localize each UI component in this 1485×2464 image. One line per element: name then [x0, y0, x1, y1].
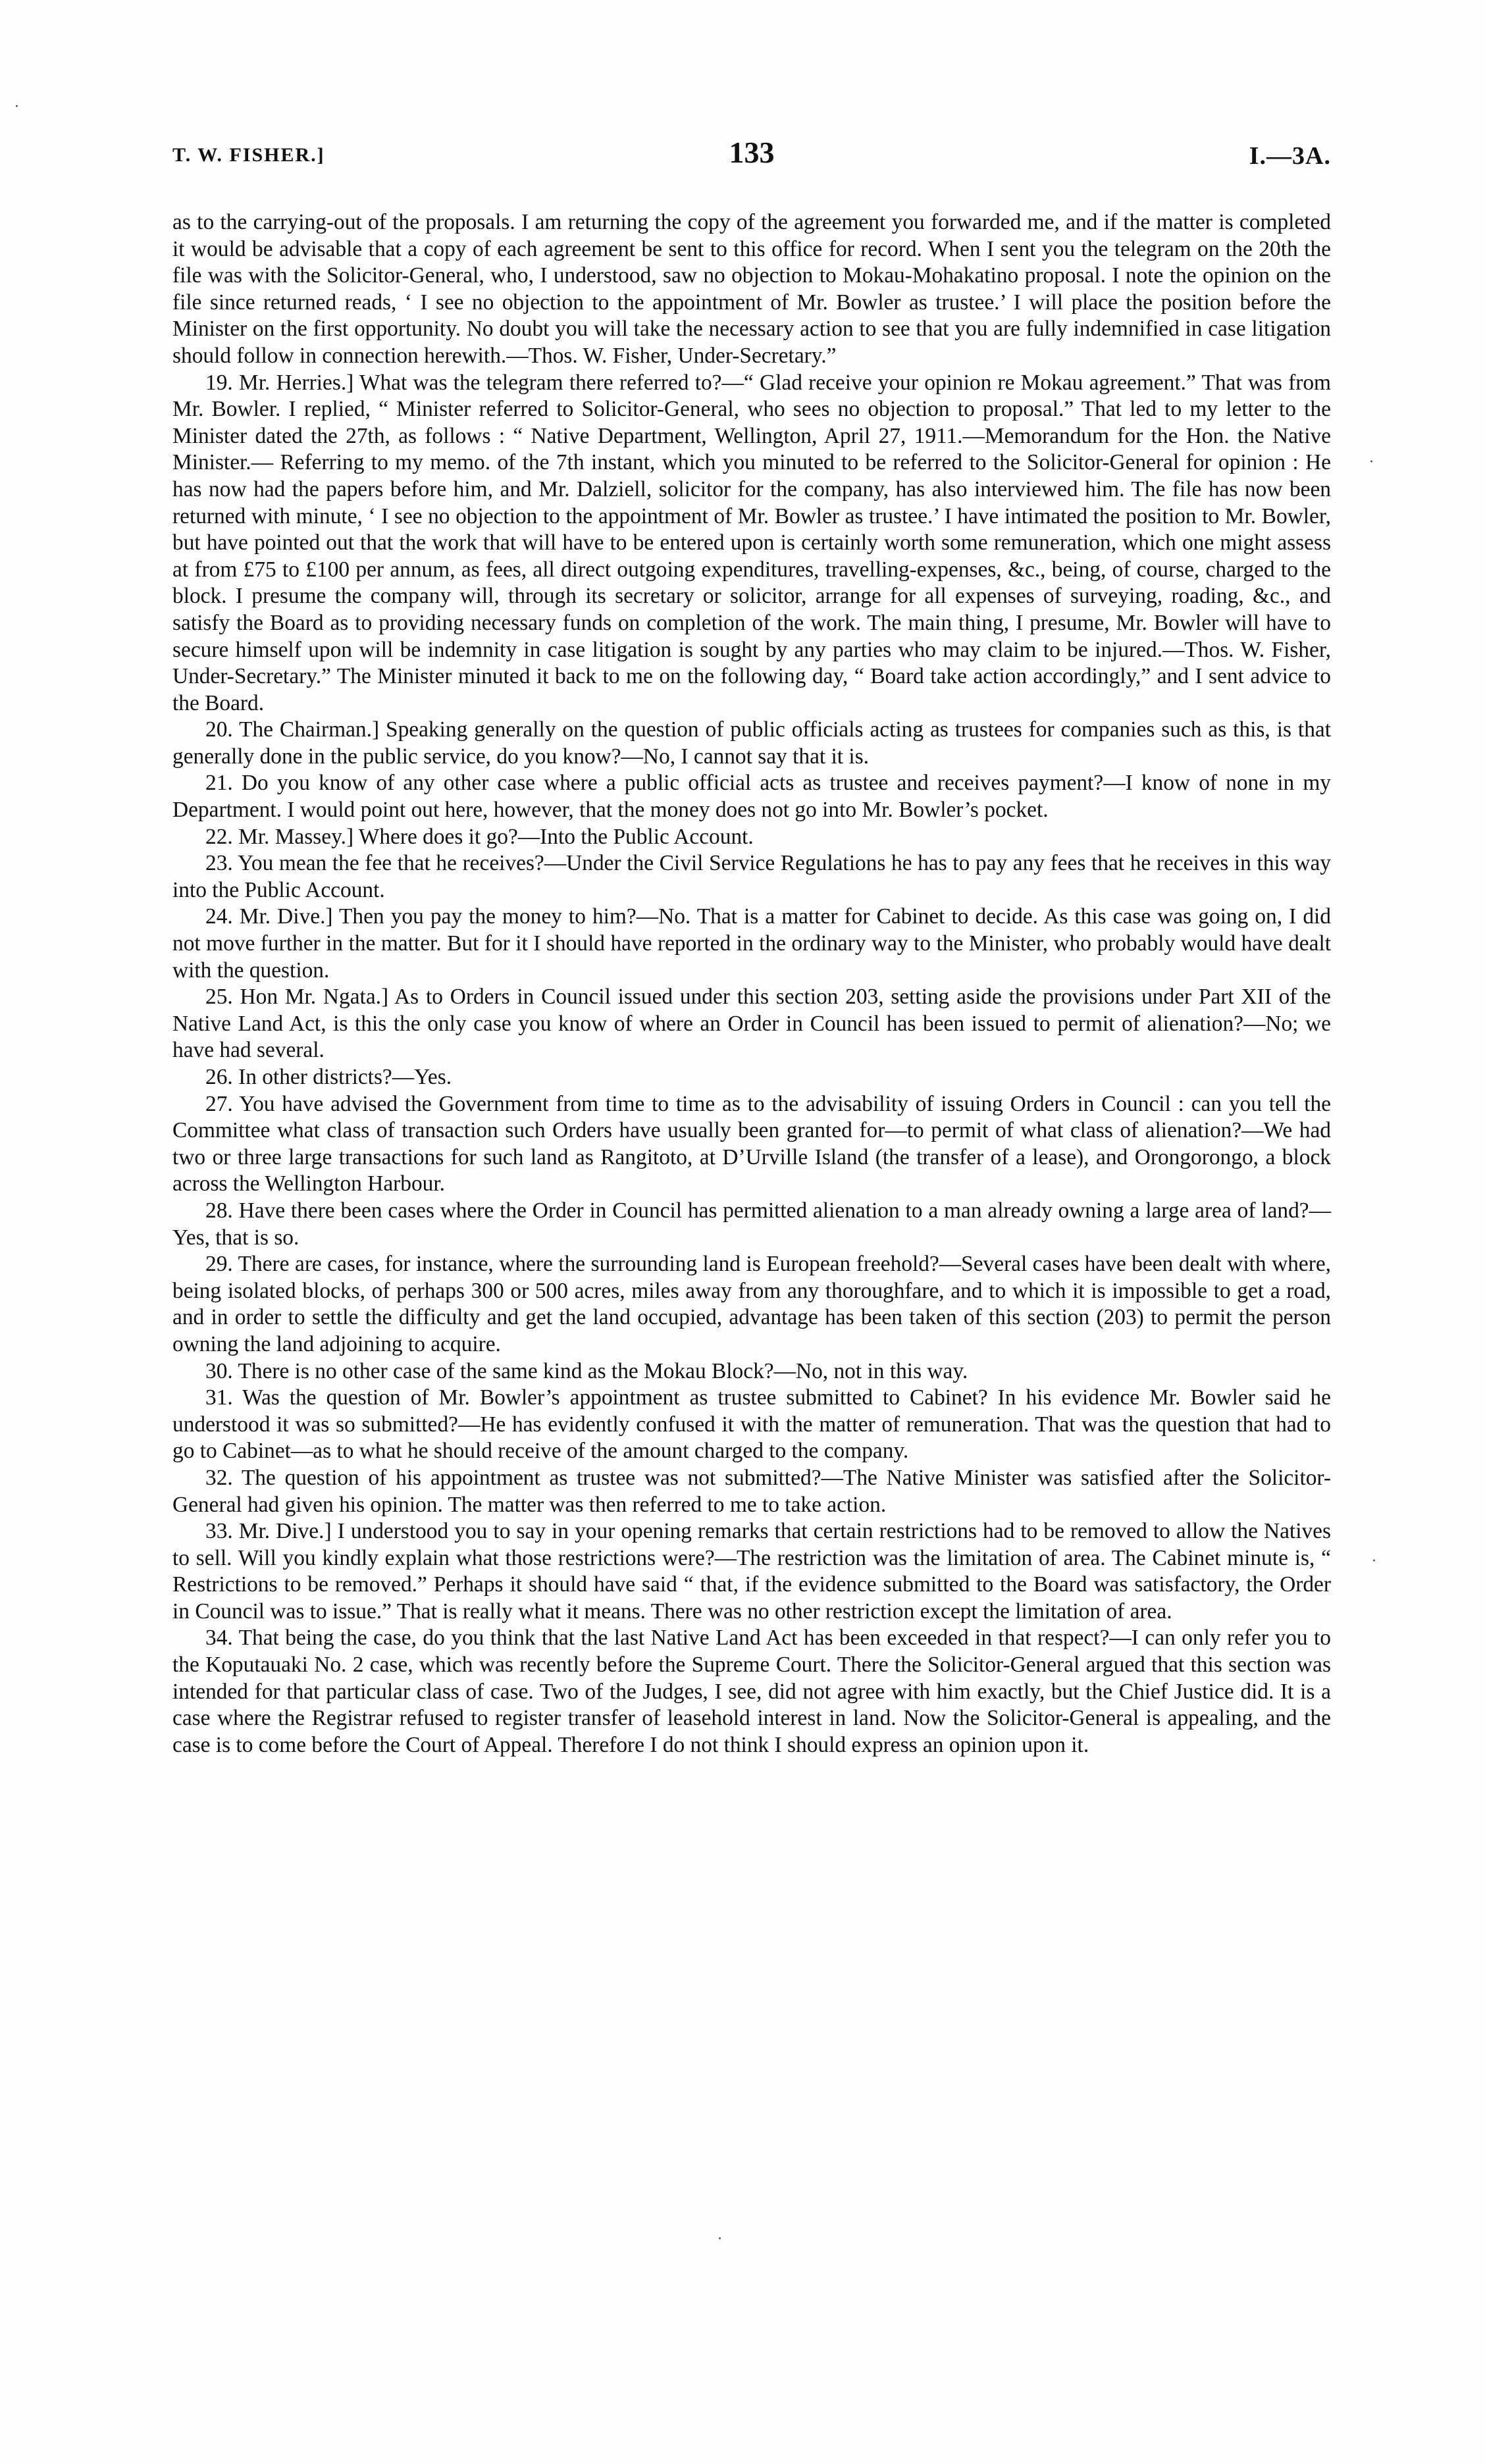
document-body	[172, 209, 1331, 1758]
paragraph-22: 22. Mr. Massey.] Where does it go?—Into the Public Account.	[205, 824, 754, 849]
paragraph-25: 25. Hon Mr. Ngata.] As to Orders in Council issued under this section 203, setting aside the provisions under Part XII of the Native Land Act, is this the only case you know of where an Order in Council has been issued to permit of alienation?—No; we have had several.	[172, 985, 1331, 1063]
paragraph-28: 28. Have there been cases where the Order in Council has permitted alienation to a man already owning a large area of land?—Yes, that is so.	[172, 1198, 1331, 1250]
paragraph-34: 34. That being the case, do you think that the last Native Land Act has been exceeded in that respect?—I can only refer you to the Koputauaki No. 2 case, which was recently before the Supreme Court. There the Solicitor-General argued that this section was intended for that particular class of case. Two of the Judges, I see, did not agree with him exactly, but the Chief Justice did. It is a case where the Registrar refused to register transfer of leasehold interest in land. Now the Solicitor-General is appealing, and the case is to come before the Court of Appeal. Therefore I do not think I should express an opinion upon it.	[172, 1626, 1331, 1757]
scan-speck: ·	[1369, 454, 1374, 471]
scan-speck: ·	[1372, 1553, 1376, 1570]
paragraph-19: 19. Mr. Herries.] What was the telegram there referred to?—“ Glad receive your opinion re Mokau agreement.” That was from Mr. Bowler. I replied, “ Minister referred to Solicitor-General, who sees no objection to proposal.” That led to my letter to the Minister dated the 27th, as follows : “ Native Department, Wellington, April 27, 1911.—Memorandum for the Hon. the Native Minister.— Referring to my memo. of the 7th instant, which you minuted to be referred to the Solicitor-General for opinion : He has now had the papers before him, and Mr. Dalziell, solicitor for the company, has also interviewed him. The file has now been returned with minute, ‘ I see no objection to the appointment of Mr. Bowler as trustee.’ I have intimated the position to Mr. Bowler, but have pointed out that the work that will have to be entered upon is certainly worth some remuneration, which one might assess at from £75 to £100 per annum, as fees, all direct outgoing expenditures, travelling-expenses, &c., being, of course, charged to the block. I presume the company will, through its secretary or solicitor, arrange for all expenses of surveying, roading, &c., and satisfy the Board as to providing necessary funds on completion of the work. The main thing, I presume, Mr. Bowler will have to secure himself upon will be indemnity in case litigation is sought by any parties who may claim to be injured.—Thos. W. Fisher, Under-Secretary.” The Minister minuted it back to me on the following day, “ Board take action accordingly,” and I sent advice to the Board.	[172, 370, 1331, 715]
page-number: 133	[729, 136, 775, 169]
paragraph-26: 26. In other districts?—Yes.	[205, 1065, 452, 1089]
paragraph-21: 21. Do you know of any other case where a public official acts as trustee and receives payment?—I know of none in my Department. I would point out here, however, that the money does not go into Mr. Bowler’s pocket.	[172, 771, 1331, 823]
paper-reference: I.—3A.	[1249, 142, 1331, 170]
paragraph-30: 30. There is no other case of the same kind as the Mokau Block?—No, not in this way.	[205, 1358, 968, 1383]
paragraph-27: 27. You have advised the Government from time to time as to the advisability of issuing Orders in Council : can you tell the Committee what class of transaction such Orders have usually been granted for—to permit of what class of alienation?—We had two or three large transactions for such land as Rangitoto, at D’Urville Island (the transfer of a lease), and Orongorongo, a block across the Wellington Harbour.	[172, 1091, 1331, 1196]
paragraph-29: 29. There are cases, for instance, where the surrounding land is European freehold?—Several cases have been dealt with where, being isolated blocks, of perhaps 300 or 500 acres, miles away from any thoroughfare, and to which it is impossible to get a road, and in order to settle the difficulty and get the land occupied, advantage has been taken of this section (203) to permit the person owning the land adjoining to acquire.	[172, 1252, 1331, 1356]
running-header	[172, 135, 1331, 174]
scan-speck: ·	[14, 99, 19, 115]
paragraph-33: 33. Mr. Dive.] I understood you to say in your opening remarks that certain restrictions had to be removed to allow the Natives to sell. Will you kindly explain what those restrictions were?—The restriction was the limitation of area. The Cabinet minute is, “ Restrictions to be removed.” Perhaps it should have said “ that, if the evidence submitted to the Board was satisfactory, the Order in Council was to issue.” That is really what it means. There was no other restriction except the limitation of area.	[172, 1519, 1331, 1624]
paragraph-continuation: as to the carrying-out of the proposals. I am returning the copy of the agreement you forwarded me, and if the matter is completed it would be advisable that a copy of each agreement be sent to this office for record. When I sent you the telegram on the 20th the file was with the Solicitor-General, who, I understood, saw no objection to Mokau-Mohakatino proposal. I note the opinion on the file since returned reads, ‘ I see no objection to the appointment of Mr. Bowler as trustee.’ I will place the position before the Minister on the first opportunity. No doubt you will take the necessary action to see that you are fully indemnified in case litigation should follow in connection herewith.—Thos. W. Fisher, Under-Secretary.”	[172, 210, 1331, 368]
paragraph-20: 20. The Chairman.] Speaking generally on the question of public officials acting as trustees for companies such as this, is that generally done in the public service, do you know?—No, I cannot say that it is.	[172, 717, 1331, 769]
paragraph-24: 24. Mr. Dive.] Then you pay the money to him?—No. That is a matter for Cabinet to decide. As this case was going on, I did not move further in the matter. But for it I should have reported in the ordinary way to the Minister, who probably would have dealt with the question.	[172, 904, 1331, 983]
scan-speck: ·	[717, 2231, 722, 2247]
paragraph-31: 31. Was the question of Mr. Bowler’s appointment as trustee submitted to Cabinet? In his evidence Mr. Bowler said he understood it was so submitted?—He has evidently confused it with the matter of remuneration. That was the question that had to go to Cabinet—as to what he should receive of the amount charged to the company.	[172, 1385, 1331, 1464]
witness-name: T. W. FISHER.]	[172, 144, 325, 166]
paragraph-32: 32. The question of his appointment as trustee was not submitted?—The Native Minister was satisfied after the Solicitor-General had given his opinion. The matter was then referred to me to take action.	[172, 1465, 1331, 1517]
paragraph-23: 23. You mean the fee that he receives?—Under the Civil Service Regulations he has to pay any fees that he receives in this way into the Public Account.	[172, 851, 1331, 902]
